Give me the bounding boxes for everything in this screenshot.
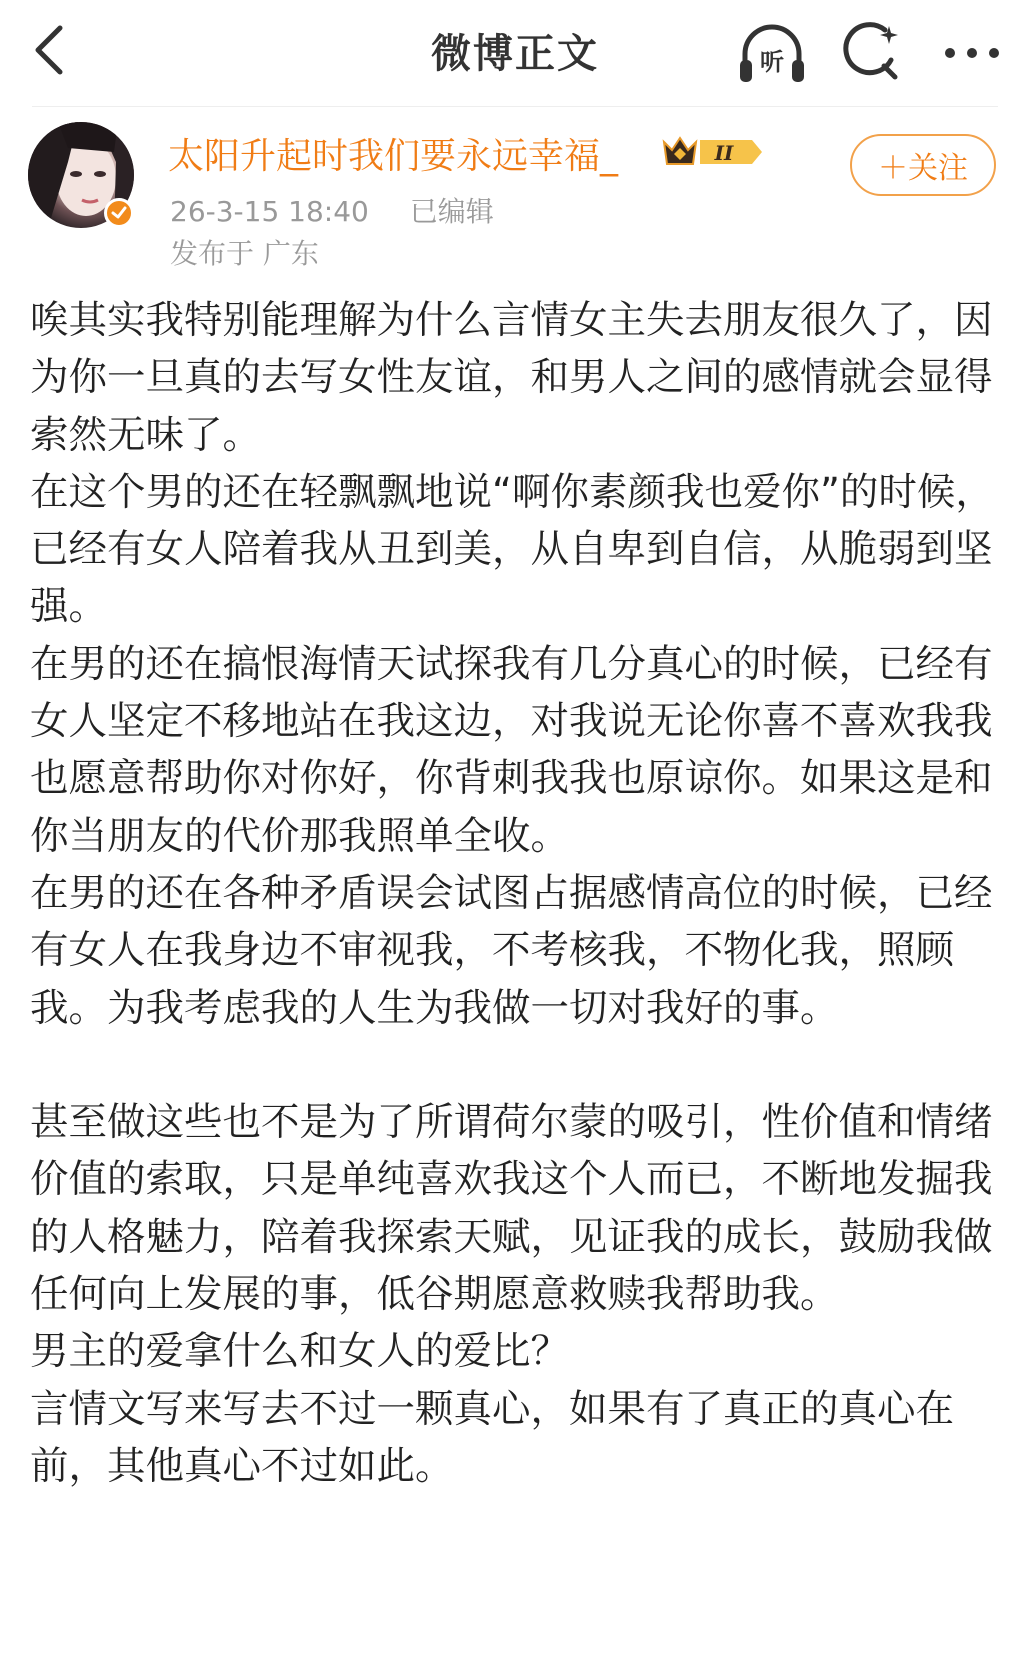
post-paragraph: 男主的爱拿什么和女人的爱比？	[30, 1329, 570, 1375]
post-paragraph: 甚至做这些也不是为了所谓荷尔蒙的吸引，性价值和情绪价值的索取，只是单纯喜欢我这个人而已，不断地发掘我的人格魅力，陪着我探索天赋，见证我的成长，鼓励我做任何向上发展的事，低谷期愿意救赎我帮助我。	[30, 1100, 993, 1318]
follow-button[interactable]: ＋关注	[850, 134, 996, 196]
author-name[interactable]: 太阳升起时我们要永远幸福_	[168, 136, 619, 177]
listen-button[interactable]	[736, 18, 808, 88]
search-button[interactable]	[836, 18, 908, 88]
post-paragraph: 唉其实我特别能理解为什么言情女主失去朋友很久了，因为你一旦真的去写女性友谊，和男人之间的感情就会显得索然无味了。	[30, 298, 993, 458]
post-paragraph: 言情文写来写去不过一颗真心，如果有了真正的真心在前，其他真心不过如此。	[30, 1386, 955, 1489]
nav-divider	[32, 106, 998, 107]
post-paragraph: 在这个男的还在轻飘飘地说“啊你素颜我也爱你”的时候，已经有女人陪着我从丑到美，从自卑到自信，从脆弱到坚强。	[30, 469, 994, 630]
more-button[interactable]	[936, 18, 1008, 88]
listen-label: 听	[760, 48, 784, 76]
checkmark-icon	[111, 205, 127, 221]
post-paragraph: 在男的还在搞恨海情天试探我有几分真心的时候，已经有女人坚定不移地站在我这边，对我说无论你喜不喜欢我我也愿意帮助你对你好，你背刺我我也原谅你。如果这是和你当朋友的代价那我照单全收。	[30, 641, 993, 859]
author-header	[0, 112, 1030, 272]
verified-badge	[104, 198, 134, 228]
top-nav-bar	[0, 0, 1030, 108]
post-meta	[170, 190, 494, 230]
post-location: 发布于 广东	[170, 237, 319, 270]
more-dots-icon	[942, 43, 1002, 63]
post-body	[30, 292, 1005, 1495]
search-sparkle-icon	[839, 20, 905, 86]
level-badge-text: II	[714, 141, 734, 165]
page-title: 微博正文	[431, 31, 599, 77]
post-paragraph: 在男的还在各种矛盾误会试图占据感情高位的时候，已经有女人在我身边不审视我，不考核我，不物化我，照顾我。为我考虑我的人生为我做一切对我好的事。	[30, 870, 993, 1031]
nav-actions	[736, 18, 1008, 88]
blank-line	[30, 1037, 1005, 1094]
crown-level-badge-icon[interactable]	[660, 132, 770, 172]
edited-label[interactable]: 已编辑	[409, 195, 494, 228]
post-timestamp: 26-3-15 18:40	[170, 195, 369, 228]
